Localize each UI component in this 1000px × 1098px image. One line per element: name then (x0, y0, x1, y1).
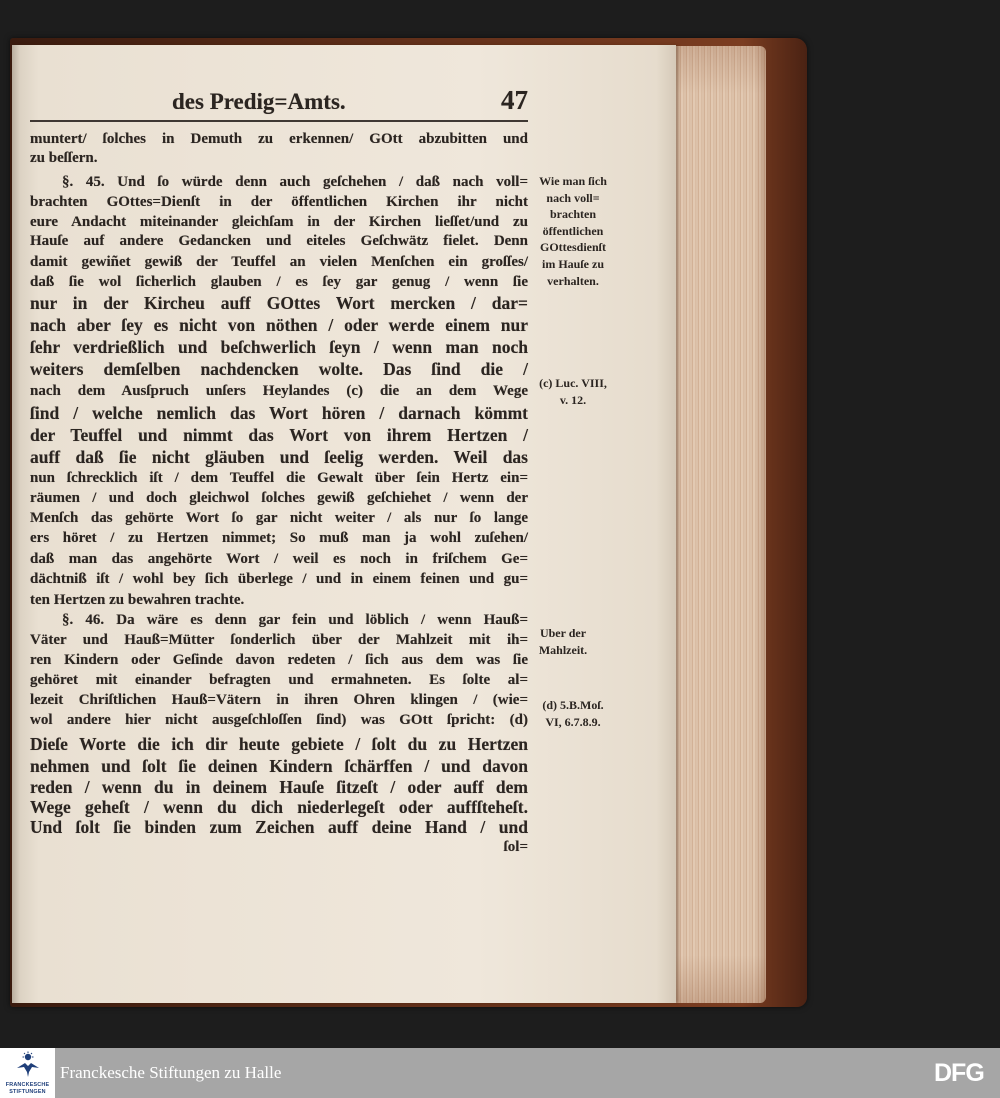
margin-note-text: verhalten. (547, 273, 599, 288)
body-text-line (30, 508, 528, 528)
margin-note-line (531, 375, 615, 392)
body-text-line (30, 148, 528, 168)
body-text-line-content: nach dem Ausſpruch unſers Heylandes (c) die an dem Wege (30, 383, 528, 399)
emphasized-text-line (30, 292, 528, 314)
catchword-text: ſol= (503, 839, 528, 855)
eagle-sun-emblem-icon (14, 1051, 42, 1079)
body-text-line-content: §. 45. Und ſo würde denn auch geſchehen / daß nach voll= (62, 174, 528, 190)
margin-note-text: brachten (550, 207, 596, 222)
margin-note-text: Wie man ſich (539, 174, 607, 188)
body-text-line-content: ſind / welche nemlich das Wort hören / darnach kömmt (30, 403, 528, 423)
body-text-line-content: zu beſſern. (30, 150, 98, 166)
margin-note-text: (c) Luc. VIII, (539, 376, 607, 390)
body-text-line (30, 129, 528, 149)
body-text-line-content: auff daß ſie nicht gläuben und ſeelig werden. Weil das (30, 447, 528, 467)
body-text-line-content: ren Kindern oder Geſinde davon redeten / ſich aus dem was ſie (30, 652, 528, 668)
emphasized-text-line (30, 796, 528, 818)
emphasized-text-line (30, 755, 528, 777)
institution-logo[interactable] (0, 1048, 55, 1098)
body-text-line (30, 252, 528, 272)
body-text-line-content: reden / wenn du in deinem Hauſe ſitzeſt / oder auff dem (30, 777, 528, 797)
body-text-line (30, 590, 528, 610)
emphasized-text-line (30, 776, 528, 798)
margin-note-line (531, 223, 615, 240)
emphasized-text-line (30, 424, 528, 446)
body-text-line-content: gehöret mit einander befragten und ermahneten. Es ſolte al= (30, 672, 528, 688)
margin-note-text: Mahlzeit. (538, 643, 588, 657)
margin-note (531, 625, 595, 659)
body-text-line-content: Und ſolt ſie binden zum Zeichen auff deine Hand / und (30, 817, 528, 837)
emphasized-text-line (30, 733, 528, 755)
margin-footnote (531, 375, 615, 409)
body-text-line (30, 528, 528, 548)
emphasized-text-line (30, 446, 528, 468)
body-text-line-content: räumen / und doch gleichwol ſolches gewiß geſchiehet / wenn der (30, 490, 528, 506)
body-text-line-content: eure Andacht miteinander gleichſam in der Kirchen lieſſet/und zu (30, 214, 528, 230)
header-rule (30, 120, 528, 122)
logo-text-line: STIFTUNGEN (9, 1089, 46, 1095)
body-text-line (30, 710, 528, 730)
body-text-line-content: nach aber ſey es nicht von nöthen / oder werde einem nur (30, 315, 528, 335)
body-text-line-content: lezeit Chriſtlichen Hauß=Vätern in ihren Ohren klingen / (wie= (30, 692, 528, 708)
body-text-line (30, 690, 528, 710)
body-text-line-content: muntert/ ſolches in Demuth zu erkennen/ GOtt abzubitten und (30, 131, 528, 147)
body-text-line-content: ſehr verdrießlich und beſchwerlich ſeyn / wenn man noch (30, 337, 529, 357)
body-text-line (30, 650, 528, 670)
body-text-line-content: brachten GOttes=Dienſt in der öffentlichen Kirchen ihr nicht (30, 194, 528, 210)
body-text-line (30, 212, 528, 232)
paragraph-start-line (30, 172, 528, 192)
body-text-line-content: daß man das angehörte Wort / weil es noch in friſchem Ge= (30, 551, 528, 567)
running-head-text: des Predig=Amts. (172, 89, 346, 114)
emphasized-text-line (30, 402, 528, 424)
margin-note-line (531, 256, 615, 273)
margin-note-line (531, 392, 615, 409)
body-text-line-content: Väter und Hauß=Mütter ſonderlich über der Mahlzeit mit ih= (30, 632, 528, 648)
body-text-line (30, 488, 528, 508)
margin-note-line (531, 206, 615, 223)
body-text-line (30, 272, 528, 292)
margin-note-text: VI, 6.7.8.9. (545, 715, 601, 729)
body-text-line-content: ers höret / zu Hertzen nimmet; So muß man ja wohl zuſehen/ (30, 530, 528, 546)
margin-note-line (531, 173, 615, 190)
body-text-line (30, 569, 528, 589)
margin-note-line (531, 625, 595, 642)
body-text-line-content: §. 46. Da wäre es denn gar fein und löblich / wenn Hauß= (62, 612, 528, 628)
body-text-line-content: daß ſie wol ſicherlich glauben / es ſey gar genug / wenn ſie (30, 274, 528, 290)
body-text-line-content: nehmen und ſolt ſie deinen Kindern ſchärffen / und davon (30, 756, 528, 776)
catchword (480, 837, 528, 857)
margin-note-line (531, 642, 595, 659)
margin-note-text: (d) 5.B.Moſ. (542, 698, 604, 712)
margin-note-text: öffentlichen (542, 223, 604, 238)
paragraph-start-line (30, 610, 528, 630)
margin-note-line (531, 714, 615, 731)
margin-note-line (531, 697, 615, 714)
body-text-line-content: Dieſe Worte die ich dir heute gebiete / ſolt du zu Hertzen (30, 734, 528, 754)
margin-note-text: Uber der (539, 626, 587, 640)
body-text-line-content: damit gewiñet gewiß der Teuffel an vielen Menſchen ein groſſes/ (30, 254, 528, 270)
emphasized-text-line (30, 358, 528, 380)
emphasized-text-line (30, 816, 528, 838)
body-text-line-content: nur in der Kircheu auff GOttes Wort mercken / dar= (30, 293, 528, 313)
body-text-line-content: Wege geheſt / wenn du dich niederlegeſt oder auffſteheſt. (30, 797, 528, 817)
running-head (172, 88, 368, 116)
body-text-line-content: Menſch das gehörte Wort ſo gar nicht weiter / als nur ſo lange (30, 510, 528, 526)
body-text-line (30, 630, 528, 650)
margin-note (531, 173, 615, 289)
page-number-text: 47 (501, 85, 528, 115)
margin-note-text: nach voll= (546, 190, 600, 205)
institution-name-link[interactable]: Franckesche Stiftungen zu Halle (60, 1063, 282, 1082)
body-text-line (30, 381, 528, 401)
logo-text-line: FRANCKESCHE (5, 1082, 50, 1088)
body-text-line-content: weiters demſelben nachdencken wolte. Das ſind die / (30, 359, 528, 379)
body-text-line-content: der Teuffel und nimmt das Wort von ihrem Hertzen / (30, 425, 528, 445)
body-text-line (30, 192, 528, 212)
page-number (486, 85, 528, 115)
margin-note-text: v. 12. (559, 393, 587, 407)
margin-note-text: GOttesdienſt (540, 240, 606, 255)
page-fore-edge (672, 46, 766, 1003)
body-text-line (30, 468, 528, 488)
margin-note-line (531, 273, 615, 290)
body-text-line (30, 231, 528, 251)
body-text-line-content: wol andere hier nicht ausgeſchloſſen ſind) was GOtt ſpricht: (d) (30, 712, 528, 728)
body-text-line (30, 549, 528, 569)
margin-note-text: im Hauſe zu (542, 256, 604, 271)
dfg-logo[interactable]: DFG (934, 1059, 984, 1087)
margin-footnote (531, 697, 615, 731)
body-text-line-content: dächtniß iſt / wohl bey ſich überlege / und in einem feinen und gu= (30, 571, 529, 587)
body-text-line-content: nun ſchrecklich iſt / dem Teuffel die Gewalt über ſein Hertz ein= (30, 470, 528, 486)
body-text-line-content: ten Hertzen zu bewahren trachte. (30, 592, 245, 608)
emphasized-text-line (30, 314, 528, 336)
body-text-line-content: Hauſe auf andere Gedancken und eiteles Geſchwätz fielet. Denn (30, 233, 528, 249)
emphasized-text-line (30, 336, 528, 358)
body-text-line (30, 670, 528, 690)
margin-note-line (531, 190, 615, 207)
margin-note-line (531, 239, 615, 256)
